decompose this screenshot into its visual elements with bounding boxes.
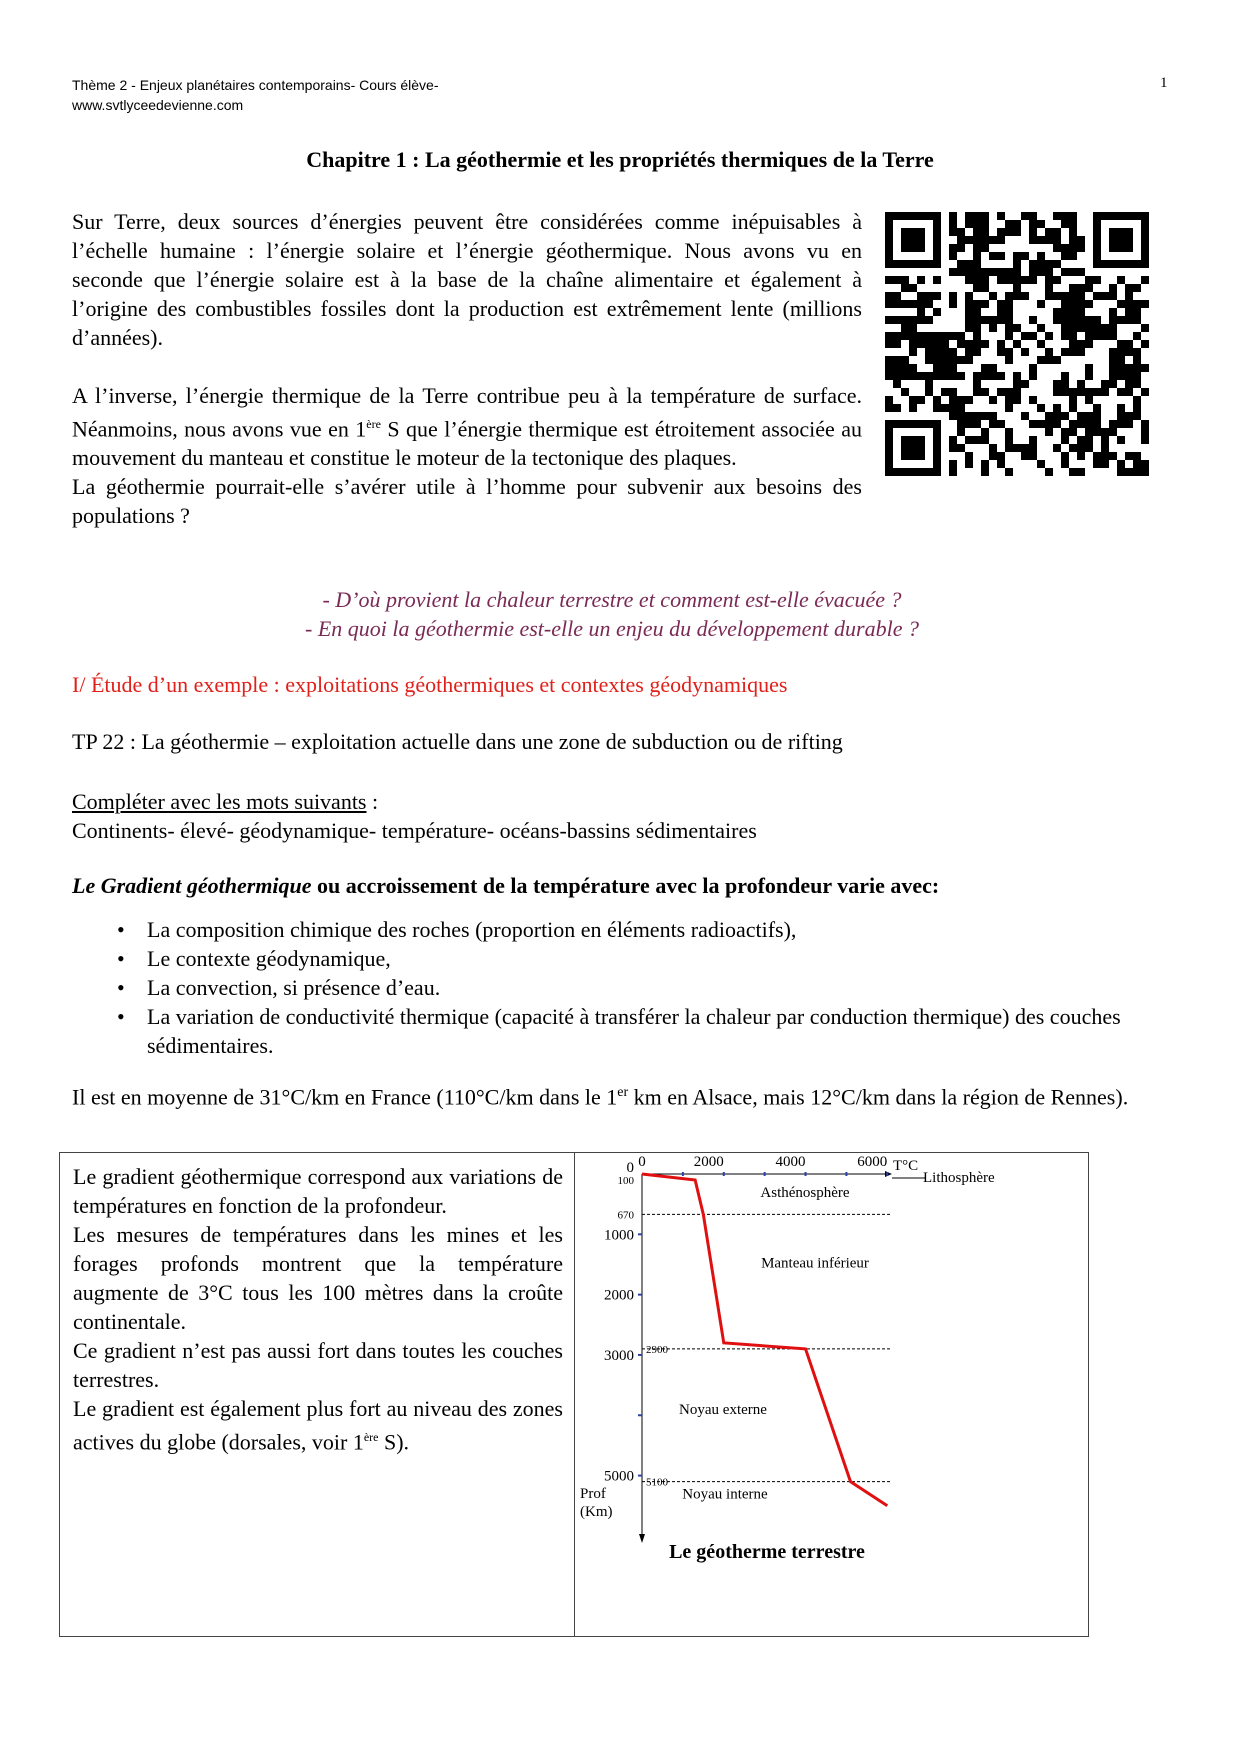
y-axis-arrow [639, 1534, 645, 1543]
y-tick-label: 0 [626, 1160, 634, 1176]
gradient-explanation [73, 1162, 563, 1456]
x-axis-label: T°C [893, 1158, 919, 1174]
question-2: - En quoi la géothermie est-elle un enjeu du développement durable ? [305, 616, 919, 641]
chapter-title: Chapitre 1 : La géothermie et les propriétés thermiques de la Terre [306, 147, 934, 172]
intro-text [72, 207, 862, 530]
boundary-label: 5100 [646, 1476, 668, 1489]
gradient-table [59, 1152, 1089, 1637]
list-item: • La variation de conductivité thermique (capacité à transférer la chaleur par conduction thermique) des couches sédimentaires. [117, 1004, 1121, 1058]
qr-code[interactable] [885, 212, 1149, 476]
tp-line: TP 22 : La géothermie – exploitation actuelle dans une zone de subduction ou de rifting [72, 729, 843, 754]
boundary-label: 670 [617, 1209, 634, 1222]
list-item: • La convection, si présence d’eau. [117, 975, 441, 1000]
y-tick-label: 3000 [604, 1347, 634, 1364]
intro-paragraph-2: A l’inverse, l’énergie thermique de la Terre contribue peu à la température de surface. Néanmoins, nous avons vue en 1ère S que l’énergie thermique est étroitement associée au mouvement du manteau et constitue le moteur de la tectonique des plaques. [72, 383, 862, 471]
page-header [72, 75, 439, 115]
intro-paragraph-3: La géothermie pourrait-elle s’avérer utile à l’homme pour subvenir aux besoins des populations ? [72, 474, 862, 529]
words-to-use: Continents- élevé- géodynamique- température- océans-bassins sédimentaires [72, 818, 757, 843]
layer-label: Manteau inférieur [761, 1255, 869, 1272]
y-tick-label: 1000 [604, 1227, 634, 1244]
x-tick-label: 4000 [775, 1154, 806, 1170]
explanation-2: Les mesures de températures dans les mines et les forages profonds montrent que la température augmente de 3°C tous les 100 mètres dans la croûte continentale. [73, 1222, 563, 1334]
guiding-questions [0, 585, 1240, 643]
chart-title: Le géotherme terrestre [669, 1541, 865, 1563]
average-gradient-text: Il est en moyenne de 31°C/km en France (110°C/km dans le 1er km en Alsace, mais 12°C/km dans la région de Rennes). [72, 1084, 1129, 1110]
y-tick-label: 5000 [604, 1468, 634, 1485]
x-tick-label: 0 [638, 1154, 646, 1170]
geotherm-line [642, 1174, 887, 1506]
y-axis-label-1: Prof [580, 1486, 606, 1502]
explanation-1: Le gradient géothermique correspond aux variations de températures en fonction de la profondeur. [73, 1164, 563, 1218]
complete-instruction: Compléter avec les mots suivants [72, 789, 367, 814]
y-tick-label: 2000 [604, 1287, 634, 1304]
boundary-label: 100 [617, 1175, 634, 1188]
y-axis-label-2: (Km) [580, 1504, 613, 1520]
explanation-4: Le gradient est également plus fort au niveau des zones actives du globe (dorsales, voir 1ère S). [73, 1396, 563, 1455]
layer-label: Noyau interne [682, 1486, 768, 1503]
layer-label: Asthénosphère [760, 1185, 850, 1202]
boundary-label: 2900 [646, 1343, 668, 1356]
list-item: • Le contexte géodynamique, [117, 946, 391, 971]
gradient-factors-list [72, 915, 1152, 1060]
header-website: www.svtlyceedevienne.com [72, 97, 244, 113]
x-axis-arrow [885, 1171, 892, 1177]
page-number: 1 [1160, 75, 1168, 91]
question-1: - D’où provient la chaleur terrestre et comment est-elle évacuée ? [322, 587, 902, 612]
gradient-heading: Le Gradient géothermique ou accroissement de la température avec la profondeur varie avec: [72, 873, 940, 898]
word-list: Compléter avec les mots suivants : Continents- élevé- géodynamique- température- océans-bassins sédimentaires [72, 789, 757, 843]
geotherm-chart [580, 1154, 1080, 1634]
section-title: I/ Étude d’un exemple : exploitations géothermiques et contextes géodynamiques [72, 672, 788, 697]
layer-label: Noyau externe [679, 1402, 767, 1419]
layer-label: Lithosphère [923, 1170, 995, 1186]
explanation-3: Ce gradient n’est pas aussi fort dans toutes les couches terrestres. [73, 1338, 563, 1392]
x-tick-label: 6000 [857, 1154, 888, 1170]
header-course-title: Thème 2 - Enjeux planétaires contemporains- Cours élève- [72, 77, 439, 93]
list-item: • La composition chimique des roches (proportion en éléments radioactifs), [117, 917, 797, 942]
x-tick-label: 2000 [693, 1154, 724, 1170]
intro-paragraph-1: Sur Terre, deux sources d’énergies peuvent être considérées comme inépuisables à l’échelle humaine : l’énergie solaire et l’énergie géothermique. Nous avons vu en seconde que l’énergie solaire est à la base de la chaîne alimentaire et également à l’origine des combustibles fossiles dont la production est extrêmement lente (millions d’années). [72, 209, 862, 350]
